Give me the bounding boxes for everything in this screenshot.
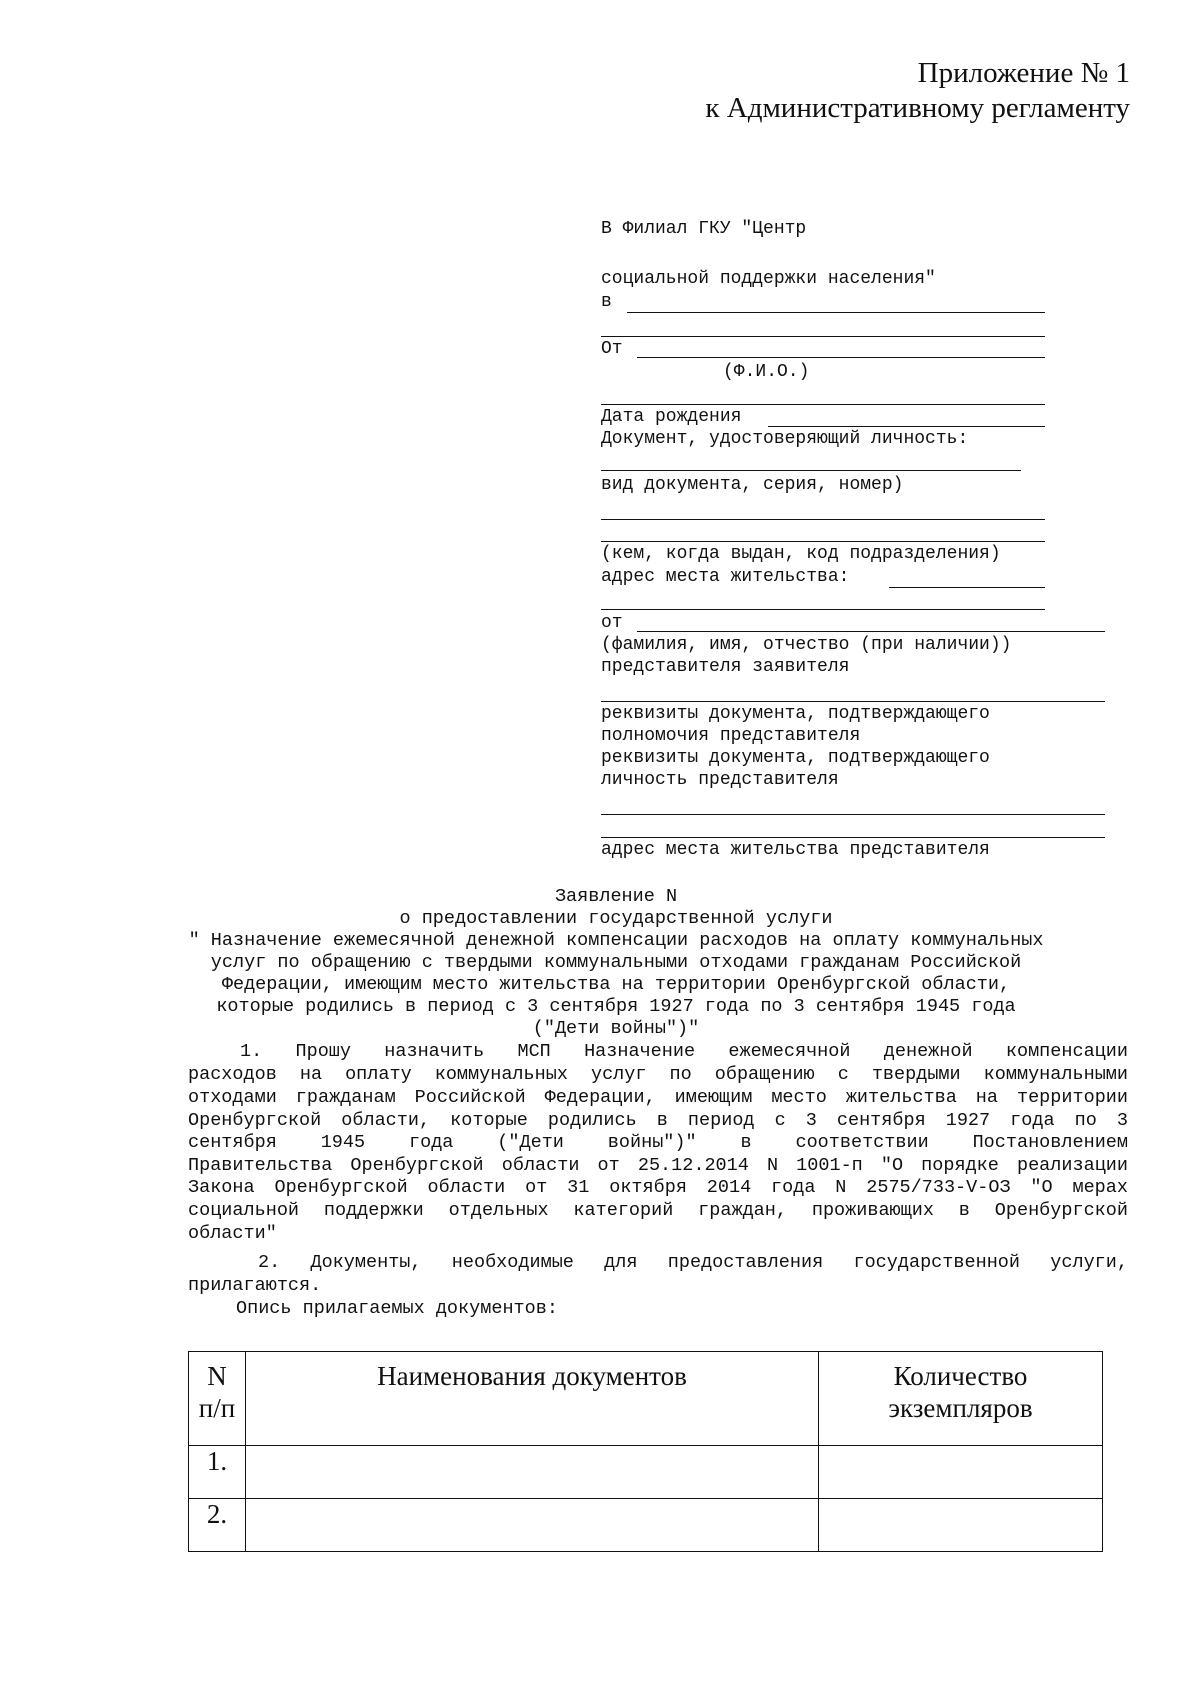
rep-caption: представителя заявителя [601,657,850,677]
col-qty-header [819,1352,1103,1446]
item1-line: 1. Прошу назначить МСП Назначение ежемесячной денежной компенсации [240,1041,1128,1062]
row-quantity-cell[interactable] [819,1446,1103,1499]
in-field-line-2[interactable] [601,336,1045,337]
item1-line: отходами гражданам Российской Федерации, имеющим место жительства на территории [188,1087,1128,1108]
from-label: От [601,339,623,359]
issued-field-line-1[interactable] [601,519,1045,520]
application-title: Заявление N [554,886,678,907]
service-name-line: Федерации, имеющим место жительства на территории Оренбургской области, [221,974,1011,995]
item1-line: расходов на оплату коммунальных услуг по обращению с твердыми коммунальными [188,1064,1128,1085]
item1-line: социальной поддержки отдельных категорий граждан, проживающих в Оренбургской [188,1200,1128,1221]
service-name-line: " Назначение ежемесячной денежной компенсации расходов на оплату коммунальных [188,930,1044,951]
annex-number: Приложение № 1 [917,57,1130,89]
rep-from-field-line[interactable] [637,631,1105,632]
row-quantity-cell[interactable] [819,1499,1103,1552]
item1-line: Правительства Оренбургской области от 25.12.2014 N 1001-п "О порядке реализации [188,1155,1128,1176]
row-num: 1. [189,1446,246,1499]
address-field-line-2[interactable] [601,609,1045,610]
item1-line: Оренбургской области, которые родились в период с 3 сентября 1927 года по 3 [188,1110,1128,1131]
service-name-line: ("Дети войны")" [532,1018,700,1039]
rep-doc-identity-1: реквизиты документа, подтверждающего [601,748,990,768]
rep-doc-identity-2: личность представителя [601,770,839,790]
rep-doc-powers-1: реквизиты документа, подтверждающего [601,704,990,724]
table-row [189,1446,1103,1499]
row-num: 2. [189,1499,246,1552]
item1-last-line: области" [188,1223,277,1244]
row-document-name-cell[interactable] [246,1499,819,1552]
application-subtitle: о предоставлении государственной услуги [399,908,833,929]
service-name-line: которые родились в период с 3 сентября 1927 года по 3 сентября 1945 года [216,996,1016,1017]
id-doc-label: Документ, удостоверяющий личность: [601,429,969,449]
address-field-line[interactable] [889,587,1045,588]
service-name-line: услуг по обращению с твердыми коммунальными отходами гражданам Российской [210,952,1022,973]
item1-line: сентября 1945 года ("Дети войны")" в соответствии Постановлением [188,1132,1128,1153]
id-doc-field-line[interactable] [601,470,1021,471]
table-header-row [189,1352,1103,1446]
issued-field-line-2[interactable] [601,541,1045,542]
recipient-in-label: в [601,292,612,312]
in-field-line[interactable] [627,312,1045,313]
fio-field-line-2[interactable] [601,404,1045,405]
issued-caption: (кем, когда выдан, код подразделения) [601,544,1001,564]
rep-doc-field-line[interactable] [601,701,1105,702]
item1-line: Закона Оренбургской области от 31 октября 2014 года N 2575/733-V-ОЗ "О мерах [188,1177,1128,1198]
col-num-header [189,1352,246,1446]
rep-identity-field-line[interactable] [601,814,1105,815]
annex-regulation: к Административному регламенту [705,92,1130,124]
documents-table [188,1351,1103,1552]
inventory-label: Опись прилагаемых документов: [236,1298,558,1319]
table-row [189,1499,1103,1552]
rep-doc-powers-2: полномочия представителя [601,726,861,746]
col-num-header-line: п/п [198,1393,236,1423]
col-qty-header-line: экземпляров [888,1393,1033,1423]
item2-line2: прилагаются. [188,1275,322,1296]
address-label: адрес места жительства: [601,567,850,587]
row-document-name-cell[interactable] [246,1446,819,1499]
birth-date-label: Дата рождения [601,407,742,427]
recipient-line2: социальной поддержки населения" [601,269,936,289]
col-name-header: Наименования документов [246,1352,819,1446]
col-qty-header-line: Количество [893,1361,1028,1391]
fio-caption: (Ф.И.О.) [723,362,810,382]
item2-line1: 2. Документы, необходимые для предоставления государственной услуги, [258,1252,1128,1273]
rep-address-caption: адрес места жительства представителя [601,840,990,860]
from-field-line[interactable] [637,357,1045,358]
rep-from-label: от [601,613,623,633]
rep-address-field-line[interactable] [601,837,1105,838]
id-doc-caption: вид документа, серия, номер) [601,475,904,495]
rep-fio-caption: (фамилия, имя, отчество (при наличии)) [601,635,1012,655]
birth-date-field-line[interactable] [768,426,1045,427]
recipient-line1: В Филиал ГКУ "Центр [601,219,807,239]
col-num-header-line: N [207,1361,227,1391]
